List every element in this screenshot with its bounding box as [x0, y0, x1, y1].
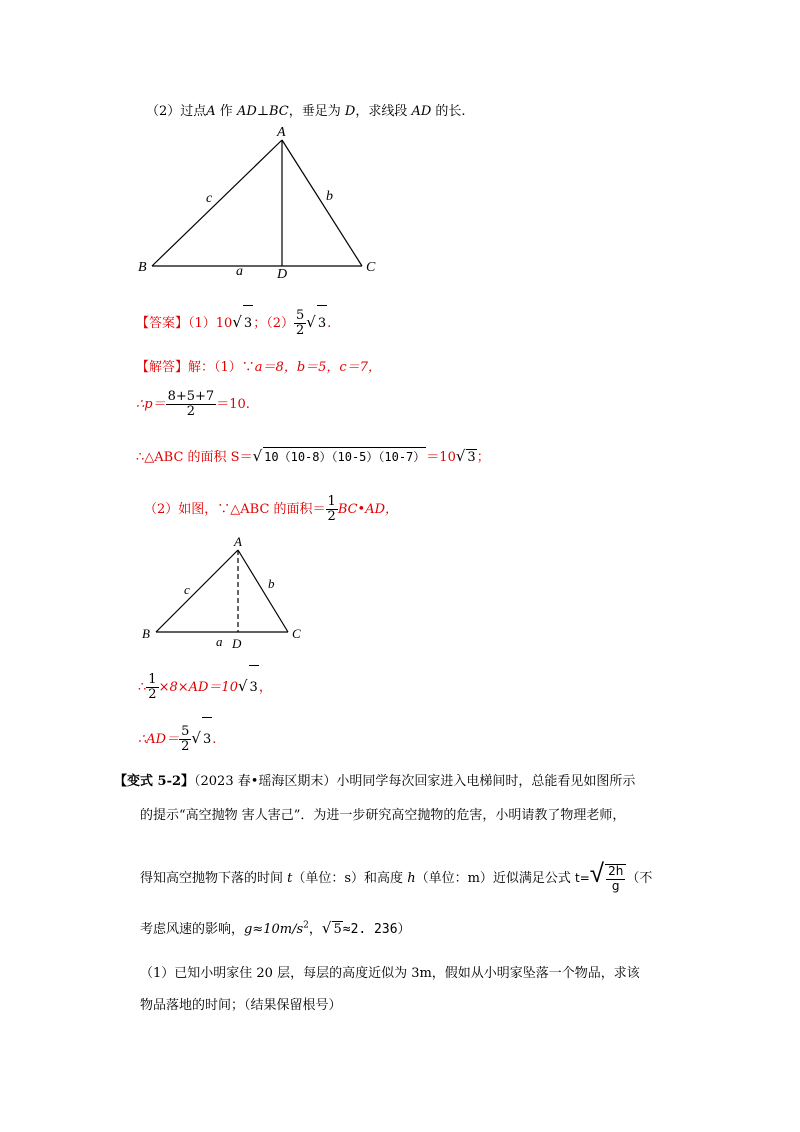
label-d: D: [232, 636, 242, 651]
label-a: A: [277, 125, 286, 140]
solution-area: ∴△ABC 的面积 S＝√ 10（10-8）（10-5）（10-7）＝10√ 3；: [136, 447, 490, 465]
variant-line3: 得知高空抛物下落的时间 t（单位：s）和高度 h（单位：m）近似满足公式 t=√ $\frac{2h}{g}$ （不: [140, 859, 653, 893]
answer-part1: （1）10: [188, 316, 233, 331]
label-b: B: [138, 260, 147, 275]
p-fraction: $\frac{8+5+7}{2}$: [167, 388, 215, 419]
label-side-c: c: [206, 191, 213, 206]
sqrt-sign: √: [589, 859, 605, 889]
answer-sep: ；（2）: [253, 316, 294, 331]
question-suffix: 的长.: [431, 104, 466, 119]
variant-line2: 的提示“高空抛物 害人害己”．为进一步研究高空抛物的危害，小明请教了物理老师，: [140, 808, 626, 823]
perp-symbol: ⊥: [256, 104, 269, 119]
solution-part2: （2）如图，∵△ABC 的面积＝ $\frac{1}{2}$ BC•AD，: [144, 493, 399, 524]
segment-bc: BC: [268, 104, 289, 119]
sqrt-sign: √: [321, 919, 332, 937]
segment-ad: AD: [411, 104, 432, 119]
segment-ad: AD: [236, 104, 257, 119]
label-a: A: [234, 534, 242, 549]
formula-fraction: $\frac{2h}{g}$: [605, 864, 626, 892]
label-side-b: b: [326, 189, 333, 204]
label-side-a: a: [236, 264, 243, 279]
label-side-c: c: [184, 582, 190, 597]
half-fraction: $\frac{1}{2}$: [148, 671, 157, 702]
label-c: C: [366, 260, 376, 275]
variant-q1-line1: （1）已知小明家住 20 层，每层的高度近似为 3m，假如从小明家坠落一个物品，求该: [140, 966, 640, 981]
variant-line1: 【变式 5-2】（2023 春•瑶海区期末）小明同学每次回家进入电梯间时，总能看见如图所示: [114, 774, 636, 789]
sqrt-sign: √: [237, 677, 248, 695]
question-text: 作: [215, 104, 237, 119]
sqrt-sign: √: [252, 447, 263, 465]
question-text: ，垂足为: [288, 104, 345, 119]
question-text: ，求线段: [355, 104, 412, 119]
label-side-a: a: [216, 634, 223, 649]
solution-p: ∴p＝ $\frac{8+5+7}{2}$ ＝10.: [136, 388, 250, 419]
side-ab: [156, 550, 238, 632]
sqrt-sign: √: [191, 729, 201, 747]
solution-intro: 【解答】解：（1）∵a＝8，b＝5，c＝7，: [136, 360, 381, 375]
side-ab: [152, 140, 282, 266]
label-c: C: [292, 626, 301, 641]
radicand: 3: [317, 305, 327, 342]
solution-tag: 【解答】: [136, 360, 189, 375]
variant-line4: 考虑风速的影响，$g\approx 10m/s^2$，√ 5≈2. 236）: [140, 919, 411, 937]
heron-radicand: 10（10-8）（10-5）（10-7）: [263, 447, 426, 465]
triangle-figure-2: [136, 532, 316, 654]
point-d: D: [344, 104, 356, 119]
point-a: A: [206, 104, 216, 119]
label-side-b: b: [268, 576, 275, 591]
answer-fraction: $\frac{5}{2}$: [295, 307, 305, 338]
ad-fraction: $\frac{5}{2}$: [181, 723, 190, 754]
part2-question: [146, 100, 466, 119]
label-b: B: [142, 626, 150, 641]
answer-tag: 【答案】: [136, 316, 189, 331]
variant-tag: 【变式 5-2】: [114, 774, 195, 789]
formula-t: t=√ $\frac{2h}{g}$: [575, 871, 626, 885]
sqrt-sign: √: [306, 313, 316, 331]
solution-eq2: ∴AD＝ $\frac{5}{2}$ √ 3.: [138, 716, 216, 762]
variant-q1-line2: 物品落地的时间；（结果保留根号）: [140, 998, 342, 1013]
side-ac: [238, 550, 288, 632]
solution-eq1: ∴ $\frac{1}{2}$ ×8×AD＝10√ 3，: [138, 664, 272, 710]
half-fraction: $\frac{1}{2}$: [327, 493, 336, 524]
sqrt-sign: √: [232, 313, 242, 331]
answer-line: 【答案】（1）10√ 3；（2） $\frac{5}{2}$ √ 3.: [136, 304, 331, 342]
question-prefix: （2）过点: [146, 104, 207, 119]
given-values: a＝8，b＝5，c＝7，: [254, 360, 381, 375]
radicand: 3: [243, 305, 253, 342]
sqrt-sign: √: [455, 447, 466, 465]
triangle-figure-1: [130, 120, 390, 280]
label-d: D: [277, 267, 288, 280]
side-ac: [282, 140, 362, 266]
